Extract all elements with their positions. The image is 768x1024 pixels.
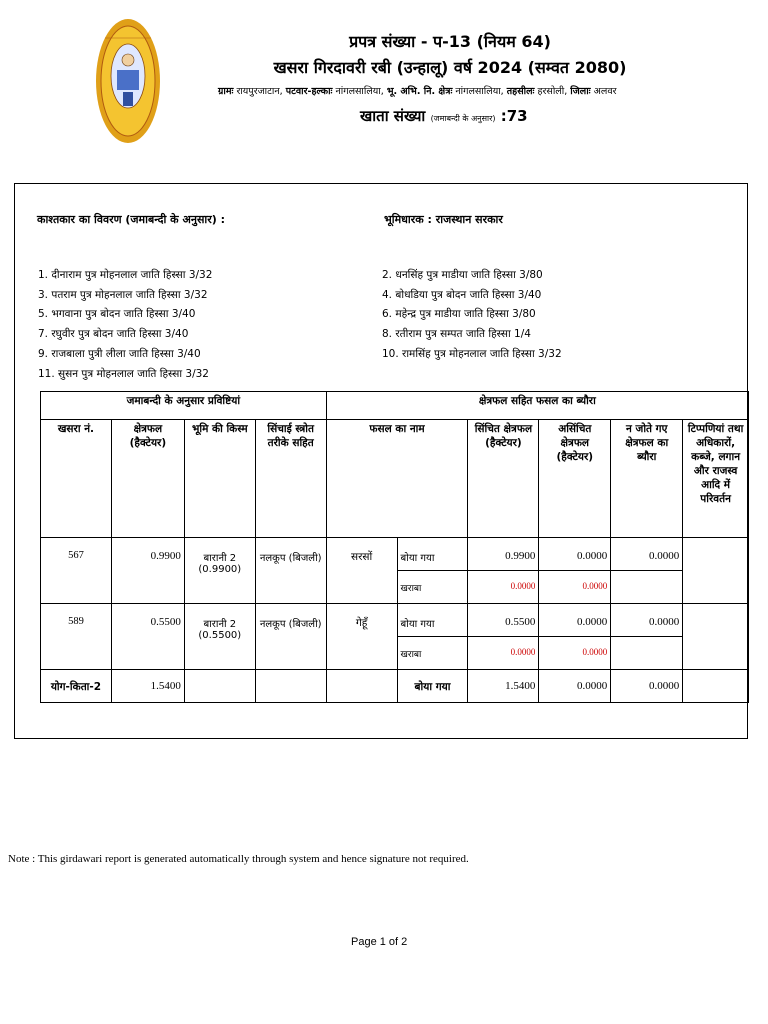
crop-name: सरसों xyxy=(326,538,397,604)
khasra-number: 567 xyxy=(41,538,112,604)
sown-unirrigated: 0.0000 xyxy=(539,538,611,571)
land-type-area: (0.9900) xyxy=(198,564,242,575)
landholder-label: भूमिधारक : राजस्थान सरकार xyxy=(384,213,503,226)
land-type-cell xyxy=(184,604,255,670)
col-irrigation: सिंचाई स्त्रोत तरीके सहित xyxy=(255,420,326,538)
sown-label: बोया गया xyxy=(397,538,468,571)
group-header-jamabandi: जमाबन्दी के अनुसार प्रविष्टियां xyxy=(41,392,327,420)
holder-item: 8. रतीराम पुत्र सम्पत जाति हिस्सा 1/4 xyxy=(382,328,531,340)
jila-value: अलवर xyxy=(593,86,617,97)
report-title: खसरा गिरदावरी रबी (उन्हालू) वर्ष 2024 (सम्वत 2080) xyxy=(273,58,627,77)
sown-irrigated: 0.5500 xyxy=(468,604,539,637)
khata-value: :73 xyxy=(500,107,528,125)
sown-unsown: 0.0000 xyxy=(611,538,683,571)
total-unsown: 0.0000 xyxy=(611,670,683,703)
holder-item: 6. महेन्द्र पुत्र माडीया जाति हिस्सा 3/80 xyxy=(382,308,536,320)
khata-label: खाता संख्या xyxy=(360,107,426,125)
sown-irrigated: 0.9900 xyxy=(468,538,539,571)
sown-unsown: 0.0000 xyxy=(611,604,683,637)
cultivator-label: काश्तकार का विवरण (जमाबन्दी के अनुसार) : xyxy=(37,213,225,226)
total-remarks xyxy=(683,670,749,703)
holder-item: 4. बोधडिया पुत्र बोदन जाति हिस्सा 3/40 xyxy=(382,289,542,301)
col-area: क्षेत्रफल (हैक्टेयर) xyxy=(111,420,184,538)
col-unsown: न जोते गए क्षेत्रफल का ब्यौरा xyxy=(611,420,683,538)
holder-item: 3. पतराम पुत्र मोहनलाल जाति हिस्सा 3/32 xyxy=(38,289,208,301)
gram-value: रायपुरजाटान, xyxy=(236,86,283,97)
damaged-irrigated: 0.0000 xyxy=(468,571,539,604)
land-type: बारानी 2 xyxy=(203,619,237,630)
girdawari-table xyxy=(40,391,749,703)
total-area: 1.5400 xyxy=(111,670,184,703)
col-land-type: भूमि की किस्म xyxy=(184,420,255,538)
damaged-unirrigated: 0.0000 xyxy=(539,637,611,670)
col-irrigated: सिंचित क्षेत्रफल (हैक्टेयर) xyxy=(468,420,539,538)
form-number-title: प्रपत्र संख्या - प-13 (नियम 64) xyxy=(349,32,551,51)
sown-label: बोया गया xyxy=(397,604,468,637)
total-empty xyxy=(255,670,326,703)
holder-item: 11. सुसन पुत्र मोहनलाल जाति हिस्सा 3/32 xyxy=(38,368,209,380)
col-unirrigated: असिंचित क्षेत्रफल (हैक्टेयर) xyxy=(539,420,611,538)
area-value: 0.5500 xyxy=(111,604,184,670)
holder-item: 10. रामसिंह पुत्र मोहनलाल जाति हिस्सा 3/32 xyxy=(382,348,562,360)
bhu-label: भू. अभि. नि. क्षेत्रः xyxy=(386,86,453,97)
total-empty xyxy=(326,670,397,703)
tehsil-value: हरसोली, xyxy=(537,86,568,97)
crop-name: गेहूँ xyxy=(326,604,397,670)
khasra-number: 589 xyxy=(41,604,112,670)
land-type: बारानी 2 xyxy=(203,553,237,564)
damaged-label: खराबा xyxy=(397,571,468,604)
remarks-cell xyxy=(683,604,749,670)
irrigation-source: नलकूप (बिजली) xyxy=(255,538,326,604)
total-label: योग-किता-2 xyxy=(41,670,112,703)
damaged-irrigated: 0.0000 xyxy=(468,637,539,670)
total-sown-label: बोया गया xyxy=(397,670,468,703)
gram-label: ग्रामः xyxy=(218,86,234,97)
bhu-value: नांगलसालिया, xyxy=(455,86,504,97)
damaged-label: खराबा xyxy=(397,637,468,670)
khata-note: (जमाबन्दी के अनुसार) xyxy=(430,114,496,123)
irrigation-source: नलकूप (बिजली) xyxy=(255,604,326,670)
rajasthan-revenue-seal xyxy=(95,18,161,144)
col-crop: फसल का नाम xyxy=(326,420,468,538)
holder-item: 1. दीनाराम पुत्र मोहनलाल जाति हिस्सा 3/32 xyxy=(38,269,213,281)
total-row xyxy=(41,670,749,703)
holder-item: 5. भगवाना पुत्र बोदन जाति हिस्सा 3/40 xyxy=(38,308,196,320)
holder-item: 2. धनसिंह पुत्र माडीया जाति हिस्सा 3/80 xyxy=(382,269,543,281)
tehsil-label: तहसीलः xyxy=(506,86,535,97)
jila-label: जिलाः xyxy=(570,86,591,97)
col-khasra: खसरा नं. xyxy=(41,420,112,538)
group-header-crop: क्षेत्रफल सहित फसल का ब्यौरा xyxy=(326,392,748,420)
table-row xyxy=(41,604,749,637)
damaged-unirrigated: 0.0000 xyxy=(539,571,611,604)
remarks-cell xyxy=(683,538,749,604)
area-value: 0.9900 xyxy=(111,538,184,604)
land-type-area: (0.5500) xyxy=(198,630,242,641)
table-row xyxy=(41,538,749,571)
holder-item: 9. राजबाला पुत्री लीला जाति हिस्सा 3/40 xyxy=(38,348,201,360)
total-empty xyxy=(184,670,255,703)
land-type-cell xyxy=(184,538,255,604)
col-remarks: टिप्पणियां तथा अधिकारों, कब्जे, लगान और राजस्व आदि में परिवर्तन xyxy=(683,420,749,538)
page-number: Page 1 of 2 xyxy=(351,936,408,948)
patwar-value: नांगलसालिया, xyxy=(335,86,384,97)
khata-number-line xyxy=(360,106,528,126)
sown-unirrigated: 0.0000 xyxy=(539,604,611,637)
holder-item: 7. रघुवीर पुत्र बोदन जाति हिस्सा 3/40 xyxy=(38,328,189,340)
damaged-unsown xyxy=(611,637,683,670)
total-unirrigated: 0.0000 xyxy=(539,670,611,703)
system-note: Note : This girdawari report is generated automatically through system and hence signature not required. xyxy=(8,853,469,865)
total-irrigated: 1.5400 xyxy=(468,670,539,703)
patwar-label: पटवार-हल्काः xyxy=(285,86,333,97)
location-line xyxy=(218,84,617,97)
damaged-unsown xyxy=(611,571,683,604)
